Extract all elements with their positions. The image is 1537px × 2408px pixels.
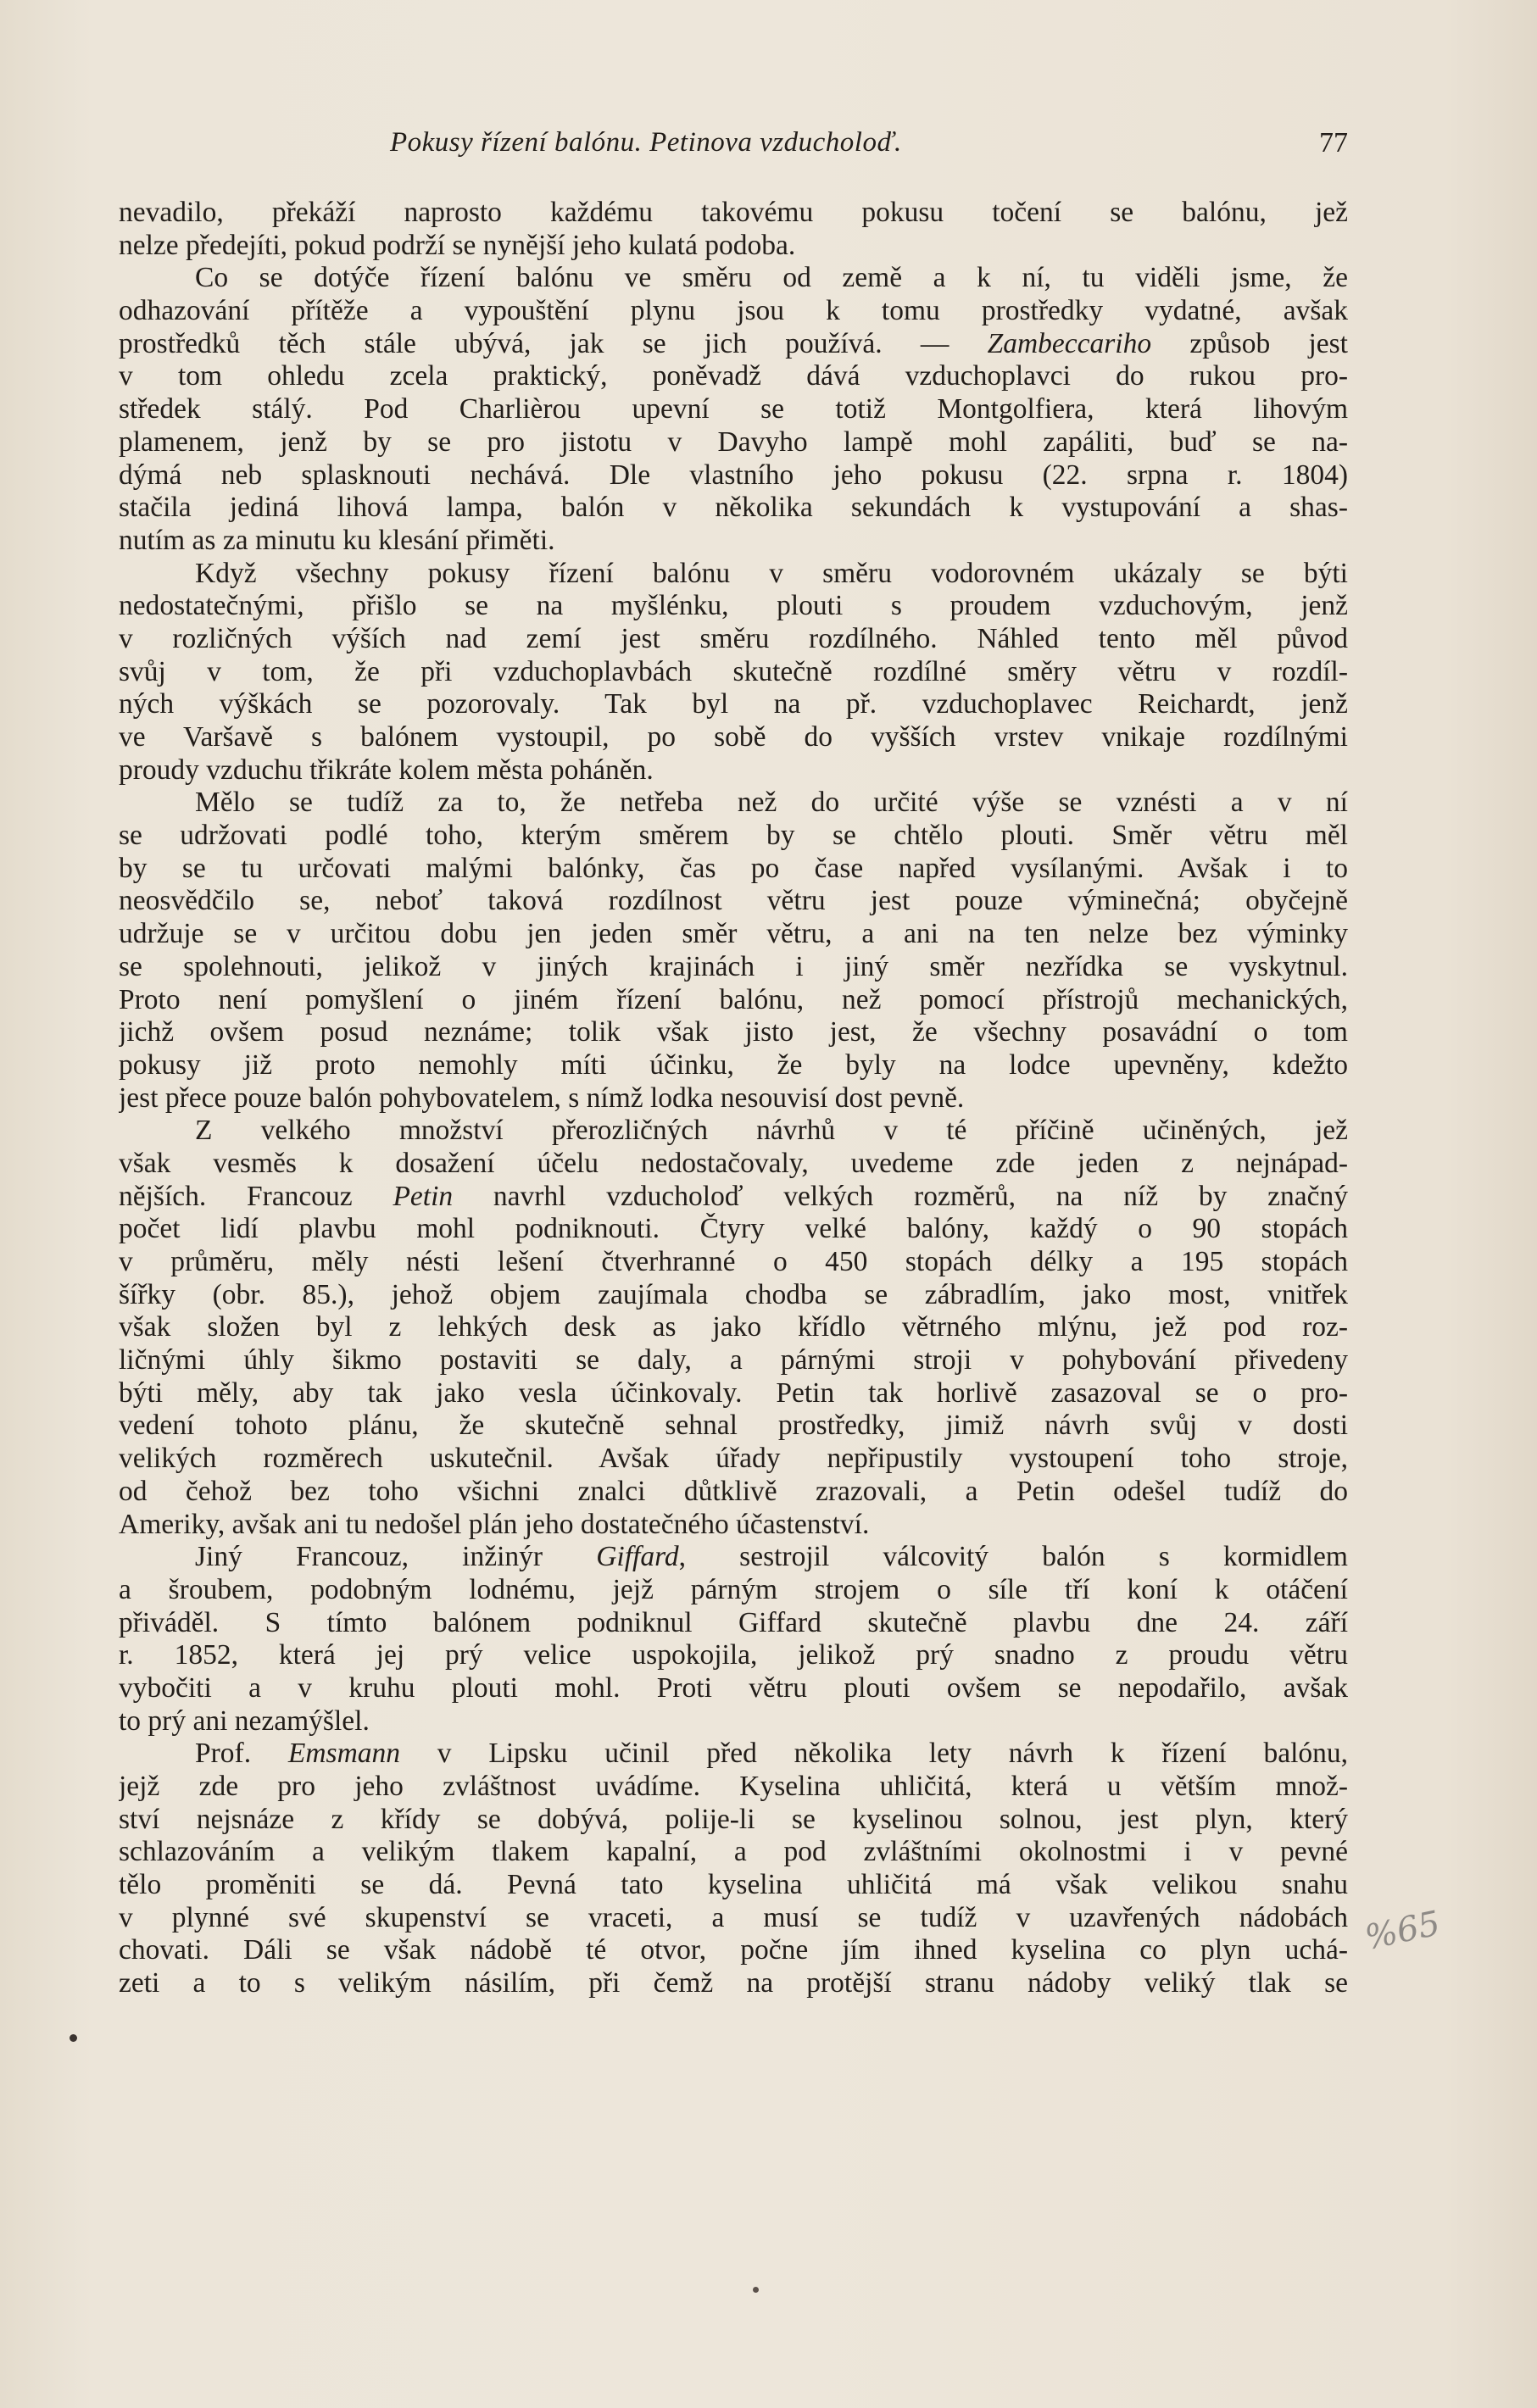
- text-line: tělo proměniti se dá. Pevná tato kyselina uhličitá má však velikou snahu: [119, 1869, 1348, 1901]
- text-line: Mělo se tudíž za to, že netřeba než do určité výše se vznésti a v ní: [195, 787, 1348, 819]
- text-line: Když všechny pokusy řízení balónu v směru vodorovném ukázaly se býti: [195, 557, 1348, 589]
- text-line: svůj v tom, že při vzduchoplavbách skutečně rozdílné směry větru v rozdíl-: [119, 655, 1348, 687]
- text-line: od čehož bez toho všichni znalci důtklivě zrazovali, a Petin odešel tudíž do: [119, 1475, 1348, 1507]
- text-line: se udržovati podlé toho, kterým směrem by se chtělo plouti. Směr větru měl: [119, 820, 1348, 852]
- text-line: Ameriky, avšak ani tu nedošel plán jeho dostatečného účastenství.: [119, 1508, 870, 1540]
- text-line: velikých rozměrech uskutečnil. Avšak úřady nepřipustily vystoupení toho stroje,: [119, 1443, 1348, 1475]
- text-line: nějších. Francouz Petin navrhl vzducholoď velkých rozměrů, na níž by značný: [119, 1180, 1348, 1212]
- margin-dot-mark: [70, 2034, 77, 2042]
- text-line: v tom ohledu zcela praktický, poněvadž dává vzduchoplavci do rukou pro-: [119, 360, 1348, 392]
- paragraph: [119, 1115, 1348, 1541]
- text-line: to prý ani nezamýšlel.: [119, 1705, 370, 1737]
- text-line: Co se dotýče řízení balónu ve směru od země a k ní, tu viděli jsme, že: [195, 262, 1348, 294]
- text-line: stačila jediná lihová lampa, balón v několika sekundách k vystupování a shas-: [119, 492, 1348, 524]
- text-line: Jiný Francouz, inžinýr Giffard, sestrojil válcovitý balón s kormidlem: [195, 1541, 1348, 1573]
- text-line: proudy vzduchu třikráte kolem města poháněn.: [119, 754, 654, 786]
- text-line: nedostatečnými, přišlo se na myšlénku, plouti s proudem vzduchovým, jenž: [119, 590, 1348, 622]
- text-line: ných výškách se pozorovaly. Tak byl na př. vzduchoplavec Reichardt, jenž: [119, 688, 1348, 720]
- text-line: pokusy již proto nemohly míti účinku, že byly na lodce upevněny, kdežto: [119, 1048, 1348, 1081]
- text-line: jichž ovšem posud neznáme; tolik však jisto jest, že všechny posavádní o tom: [119, 1016, 1348, 1048]
- text-line: nelze předejíti, pokud podrží se nynější jeho kulatá podoba.: [119, 229, 796, 261]
- text-line: ličnými úhly šikmo postaviti se daly, a párnými stroji v pohybování přivedeny: [119, 1344, 1348, 1376]
- text-line: však vesměs k dosažení účelu nedostačovaly, uvedeme zde jeden z nejnápad-: [119, 1147, 1348, 1179]
- paragraph: [119, 1738, 1348, 2000]
- text-line: v plynné své skupenství se vraceti, a musí se tudíž v uzavřených nádobách: [119, 1901, 1348, 1933]
- text-line: jejž zde pro jeho zvláštnost uvádíme. Kyselina uhličitá, která u větším množ-: [119, 1771, 1348, 1802]
- page-number: 77: [1319, 127, 1348, 158]
- text-line: středek stálý. Pod Charlièrou upevní se totiž Montgolfiera, která lihovým: [119, 393, 1348, 425]
- text-line: schlazováním a velikým tlakem kapalní, a pod zvláštními okolnostmi i v pevné: [119, 1836, 1348, 1868]
- page-header: [119, 127, 1348, 170]
- text-line: prostředků těch stále ubývá, jak se jich používá. — Zambeccariho způsob jest: [119, 327, 1348, 359]
- text-line: v průměru, měly nésti lešení čtverhranné o 450 stopách délky a 195 stopách: [119, 1246, 1348, 1277]
- text-line: zeti a to s velikým násilím, při čemž na protější stranu nádoby veliký tlak se: [119, 1967, 1348, 1999]
- text-line: jest přece pouze balón pohybovatelem, s nímž lodka nesouvisí dost pevně.: [119, 1082, 965, 1114]
- text-line: šířky (obr. 85.), jehož objem zaujímala chodba se zábradlím, jako most, vnitřek: [119, 1278, 1348, 1310]
- text-line: r. 1852, která jej prý velice uspokojila, jelikož prý snadno z proudu větru: [119, 1639, 1348, 1671]
- paragraph: [119, 197, 1348, 262]
- text-line: býti měly, aby tak jako vesla účinkovaly. Petin tak horlivě zasazoval se o pro-: [119, 1376, 1348, 1409]
- text-line: přiváděl. S tímto balónem podniknul Giffard skutečně plavbu dne 24. září: [119, 1606, 1348, 1638]
- text-line: v rozličných výších nad zemí jest směru rozdílného. Náhled tento měl původ: [119, 622, 1348, 654]
- paragraph: [119, 1541, 1348, 1738]
- text-line: vedení tohoto plánu, že skutečně sehnal prostředky, jimiž návrh svůj v dosti: [119, 1410, 1348, 1442]
- text-line: ství nejsnáze z křídy se dobývá, polije-li se kyselinou solnou, jest plyn, který: [119, 1803, 1348, 1835]
- text-line: odhazování přítěže a vypouštění plynu jsou k tomu prostředky vydatné, avšak: [119, 295, 1348, 327]
- text-line: Proto není pomyšlení o jiném řízení balónu, než pomocí přístrojů mechanických,: [119, 983, 1348, 1015]
- text-line: počet lidí plavbu mohl podniknouti. Čtyry velké balóny, každý o 90 stopách: [119, 1213, 1348, 1245]
- paragraph: [119, 558, 1348, 787]
- text-line: se spolehnouti, jelikož v jiných krajinách i jiný směr nezřídka se vyskytnul.: [119, 950, 1348, 982]
- body-text: [119, 197, 1348, 2000]
- text-line: dýmá neb splasknouti nechává. Dle vlastního jeho pokusu (22. srpna r. 1804): [119, 459, 1348, 491]
- text-line: Z velkého množství přerozličných návrhů v té příčině učiněných, jež: [195, 1115, 1348, 1147]
- footer-dot-mark: [753, 2287, 759, 2293]
- text-line: a šroubem, podobným lodnému, jejž párným strojem o síle tří koní k otáčení: [119, 1573, 1348, 1605]
- text-line: plamenem, jenž by se pro jistotu v Davyho lampě mohl zapáliti, buď se na-: [119, 425, 1348, 458]
- text-line: udržuje se v určitou dobu jen jeden směr větru, a ani na ten nelze bez výminky: [119, 918, 1348, 950]
- paragraph: [119, 787, 1348, 1115]
- text-line: vybočiti a v kruhu plouti mohl. Proti větru plouti ovšem se nepodařilo, avšak: [119, 1671, 1348, 1704]
- text-line: by se tu určovati malými balónky, čas po čase napřed vysílanými. Avšak i to: [119, 852, 1348, 884]
- text-line: nutím as za minutu ku klesání přiměti.: [119, 524, 555, 556]
- handwritten-margin-note: %65: [1362, 1904, 1444, 1958]
- running-title: Pokusy řízení balónu. Petinova vzducholoď.: [390, 127, 902, 158]
- text-line: nevadilo, překáží naprosto každému takovému pokusu točení se balónu, jež: [119, 197, 1348, 228]
- text-line: ve Varšavě s balónem vystoupil, po sobě do vyšších vrstev vnikaje rozdílnými: [119, 721, 1348, 753]
- text-line: Prof. Emsmann v Lipsku učinil před několika lety návrh k řízení balónu,: [195, 1738, 1348, 1770]
- paragraph: [119, 262, 1348, 557]
- text-line: neosvědčilo se, neboť taková rozdílnost větru jest pouze výminečná; obyčejně: [119, 885, 1348, 917]
- text-line: chovati. Dáli se však nádobě té otvor, počne jím ihned kyselina co plyn uchá-: [119, 1934, 1348, 1966]
- text-line: však složen byl z lehkých desk as jako křídlo větrného mlýnu, jež pod roz-: [119, 1311, 1348, 1343]
